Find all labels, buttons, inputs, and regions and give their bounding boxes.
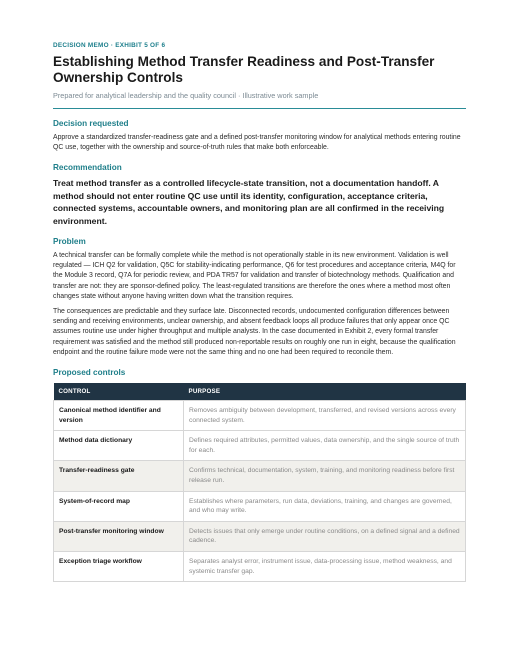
table-row <box>54 401 466 431</box>
control-name: Canonical method identifier and version <box>54 401 184 431</box>
controls-heading: Proposed controls <box>53 368 126 378</box>
page-title: Establishing Method Transfer Readiness and Post-Transfer Ownership Controls <box>53 54 435 85</box>
control-purpose: Defines required attributes, permitted values, data ownership, and the single source of truth for each. <box>184 431 466 461</box>
table-row <box>54 491 466 521</box>
decision-text: Approve a standardized transfer-readiness gate and a defined post-transfer monitoring window for analytical methods entering routine QC use, together with the ownership and source-of-truth rules that make both enforceable. <box>53 134 461 152</box>
control-purpose: Removes ambiguity between development, transferred, and revised versions across every connected system. <box>184 401 466 431</box>
control-purpose: Confirms technical, documentation, system, training, and monitoring readiness before first release run. <box>184 461 466 491</box>
control-name: Transfer-readiness gate <box>54 461 184 491</box>
control-name: Post-transfer monitoring window <box>54 521 184 551</box>
page-subtitle: Prepared for analytical leadership and the quality council · Illustrative work sample <box>53 91 319 100</box>
control-purpose: Separates analyst error, instrument issue, data-processing issue, method weakness, and systemic transfer gap. <box>184 552 466 582</box>
recommendation-text: Treat method transfer as a controlled lifecycle-state transition, not a documentation handoff. A method should not enter routine QC use until its identity, configuration, acceptance criteria, connected systems, accountable owners, and monitoring plan are all confirmed in the receiving environment. <box>53 178 445 226</box>
header-divider <box>53 108 466 109</box>
problem-paragraph-1: A technical transfer can be formally complete while the method is not operationally stable in its new environment. Validation is well regulated — ICH Q2 for validation, Q5C for stability-indicating performance, Q6 for test procedures and acceptance criteria, M4Q for the Module 3 record, Q7A for periodic review, and PDA TR57 for validation and transfer of biotechnology methods. Qualification and transfer are not: they are sponsor-defined policy. The least-regulated transitions are therefore the ones where a method most often changes state without anyone having written down what the transition requires. <box>53 252 456 300</box>
problem-paragraph-2: The consequences are predictable and they surface late. Disconnected records, undocumented configuration differences between sending and receiving environments, unclear ownership, and absent feedback loops all produce failures that only appear once QC assumes routine use under higher throughput and multiple analysts. In the case documented in Exhibit 2, every formal transfer requirement was satisfied and the method still produced non-reportable results on roughly one run in eight, because the qualification endpoint and the routine failure mode were not the same thing and no one had been required to reconcile them. <box>53 308 456 356</box>
control-name: Method data dictionary <box>54 431 184 461</box>
column-header-control: CONTROL <box>54 383 184 401</box>
control-name: System-of-record map <box>54 491 184 521</box>
table-row <box>54 461 466 491</box>
table-row <box>54 552 466 582</box>
controls-table <box>53 383 466 582</box>
recommendation-heading: Recommendation <box>53 163 122 173</box>
control-purpose: Detects issues that only emerge under routine conditions, on a defined signal and a defined cadence. <box>184 521 466 551</box>
problem-heading: Problem <box>53 237 86 247</box>
table-row <box>54 431 466 461</box>
memo-kicker: DECISION MEMO · EXHIBIT 5 OF 6 <box>53 42 166 49</box>
table-header-row <box>54 383 466 401</box>
column-header-purpose: PURPOSE <box>184 383 466 401</box>
table-row <box>54 521 466 551</box>
control-purpose: Establishes where parameters, run data, deviations, training, and changes are governed, and who may write. <box>184 491 466 521</box>
decision-heading: Decision requested <box>53 119 129 128</box>
control-name: Exception triage workflow <box>54 552 184 582</box>
